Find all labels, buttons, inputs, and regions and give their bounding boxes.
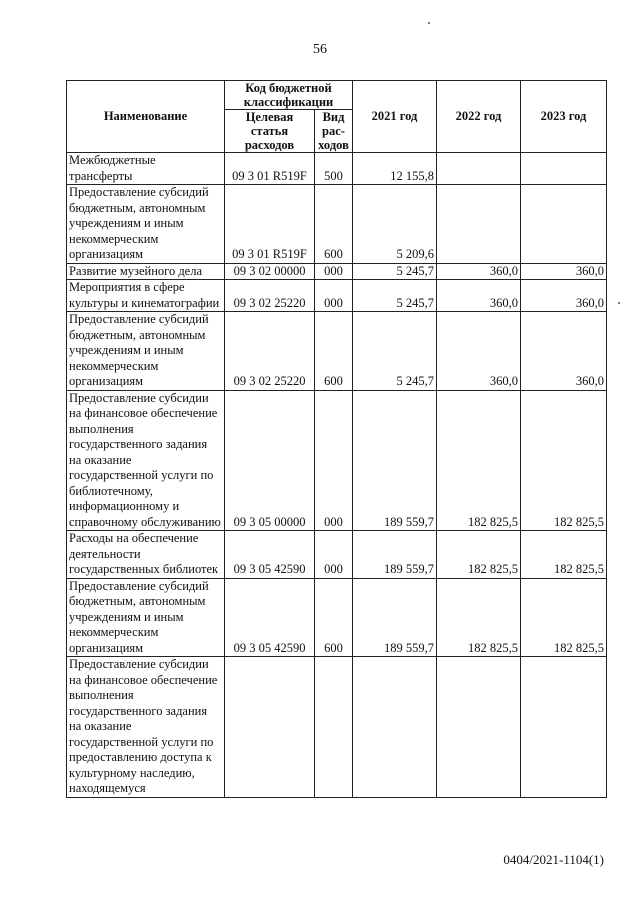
row-target-article: 09 3 02 25220: [225, 280, 315, 312]
row-target-article: [225, 657, 315, 798]
row-2021: 5 245,7: [353, 312, 437, 391]
table-row: [67, 578, 607, 657]
row-2022: 182 825,5: [437, 531, 521, 579]
row-target-article: 09 3 02 25220: [225, 312, 315, 391]
row-expense-type: 600: [315, 578, 353, 657]
header-target-article: Целевая статья расходов: [225, 110, 315, 153]
row-name: Предоставление субсидий бюджетным, автономным учреждениям и иным некоммерческим организациям: [67, 578, 225, 657]
table-row: [67, 280, 607, 312]
page-number: 56: [313, 42, 327, 57]
row-2021: 189 559,7: [353, 578, 437, 657]
row-2023: [521, 153, 607, 185]
table-row: [67, 153, 607, 185]
document-number: 0404/2021-1104(1): [503, 852, 604, 867]
header-year-2021: 2021 год: [353, 81, 437, 153]
row-2022: [437, 185, 521, 264]
row-name: Предоставление субсидии на финансовое обеспечение выполнения государственного задания на оказание государственной услуги по предоставлению доступа к культурному наследию, находящемуся: [67, 657, 225, 798]
row-name: Межбюджетные трансферты: [67, 153, 225, 185]
table-body: [67, 153, 607, 798]
table-row: [67, 263, 607, 280]
row-2023: 360,0: [521, 312, 607, 391]
row-2022: 360,0: [437, 312, 521, 391]
scan-speck: [428, 22, 430, 24]
row-2021: 5 209,6: [353, 185, 437, 264]
row-2021: 5 245,7: [353, 263, 437, 280]
row-2021: 5 245,7: [353, 280, 437, 312]
header-name: Наименование: [67, 81, 225, 153]
row-expense-type: [315, 657, 353, 798]
budget-table: [66, 80, 607, 798]
table-row: [67, 185, 607, 264]
table-row: [67, 657, 607, 798]
row-2021: 189 559,7: [353, 531, 437, 579]
row-2022: [437, 657, 521, 798]
row-target-article: 09 3 05 42590: [225, 531, 315, 579]
row-2023: 360,0: [521, 280, 607, 312]
row-expense-type: 600: [315, 312, 353, 391]
header-expense-type: Вид рас-ходов: [315, 110, 353, 153]
row-expense-type: 500: [315, 153, 353, 185]
row-name: Расходы на обеспечение деятельности государственных библиотек: [67, 531, 225, 579]
header-year-2022: 2022 год: [437, 81, 521, 153]
row-expense-type: 000: [315, 390, 353, 531]
row-target-article: 09 3 01 R519F: [225, 185, 315, 264]
row-2021: [353, 657, 437, 798]
row-name: Предоставление субсидий бюджетным, автономным учреждениям и иным некоммерческим организациям: [67, 185, 225, 264]
row-expense-type: 000: [315, 280, 353, 312]
table-row: [67, 312, 607, 391]
row-2021: 189 559,7: [353, 390, 437, 531]
row-target-article: 09 3 01 R519F: [225, 153, 315, 185]
row-2022: [437, 153, 521, 185]
row-2023: [521, 185, 607, 264]
row-name: Предоставление субсидии на финансовое обеспечение выполнения государственного задания на оказание государственной услуги по библиотечному, информационному и справочному обслуживанию: [67, 390, 225, 531]
table-header: [67, 81, 607, 153]
header-code-group: Код бюджетной классификации: [225, 81, 353, 110]
row-2023: 182 825,5: [521, 578, 607, 657]
row-target-article: 09 3 05 00000: [225, 390, 315, 531]
row-2022: 182 825,5: [437, 390, 521, 531]
row-name: Предоставление субсидий бюджетным, автономным учреждениям и иным некоммерческим организациям: [67, 312, 225, 391]
row-2023: [521, 657, 607, 798]
header-year-2023: 2023 год: [521, 81, 607, 153]
row-2023: 360,0: [521, 263, 607, 280]
row-target-article: 09 3 02 00000: [225, 263, 315, 280]
row-2023: 182 825,5: [521, 531, 607, 579]
row-2023: 182 825,5: [521, 390, 607, 531]
row-target-article: 09 3 05 42590: [225, 578, 315, 657]
row-expense-type: 000: [315, 263, 353, 280]
row-2022: 360,0: [437, 280, 521, 312]
row-expense-type: 000: [315, 531, 353, 579]
table-row: [67, 531, 607, 579]
row-2022: 360,0: [437, 263, 521, 280]
row-2021: 12 155,8: [353, 153, 437, 185]
scan-speck: [618, 302, 620, 304]
row-name: Мероприятия в сфере культуры и кинематографии: [67, 280, 225, 312]
row-expense-type: 600: [315, 185, 353, 264]
table-row: [67, 390, 607, 531]
row-2022: 182 825,5: [437, 578, 521, 657]
row-name: Развитие музейного дела: [67, 263, 225, 280]
